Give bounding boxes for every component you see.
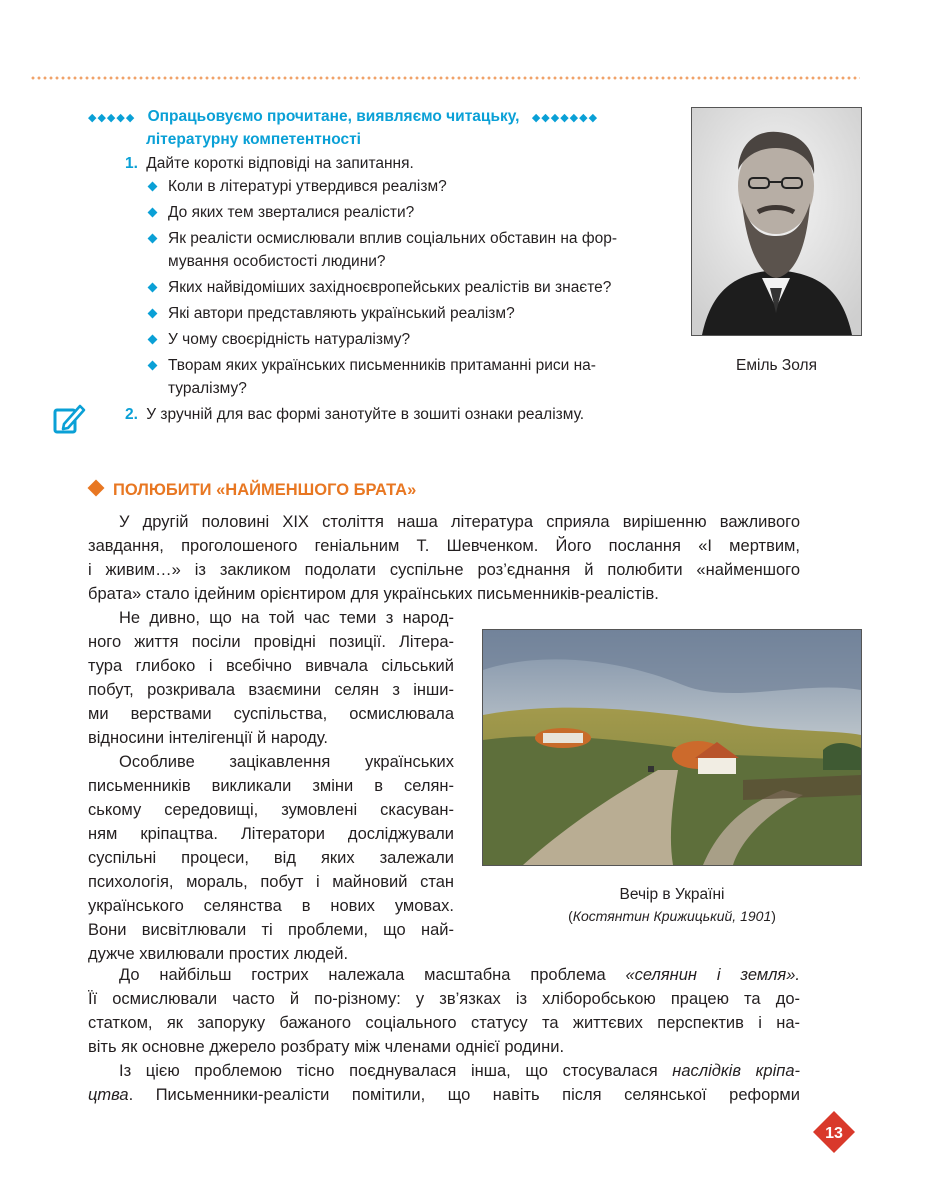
text-line: Із цією проблемою тісно поєднувалася інша, що стосувалася наслідків кріпа- <box>119 1062 800 1080</box>
dotted-divider <box>30 76 860 80</box>
text-line: брата» стало ідейним орієнтиром для українських письменників-реалістів. <box>88 585 659 603</box>
list-item: Які автори представляють український реалізм? <box>168 305 515 322</box>
list-item: мування особистості людини? <box>168 253 386 270</box>
subsection-heading-text: ПОЛЮБИТИ «НАЙМЕНШОГО БРАТА» <box>113 481 417 499</box>
list-item: Творам яких українських письменників притаманні риси на- <box>168 357 596 374</box>
diamond-bullet-icon <box>147 282 159 294</box>
question-2 <box>125 403 584 426</box>
text-line: психологія, мораль, побут і майновий стан <box>88 873 454 891</box>
diamond-bullet-icon <box>147 207 159 219</box>
text-line: Особливе зацікавлення українських <box>119 753 454 771</box>
list-item: Коли в літературі утвердився реалізм? <box>168 178 447 195</box>
text-line: ми верствами суспільства, осмислювала <box>88 705 454 723</box>
section-heading <box>88 106 668 150</box>
text-line: ного життя посіли провідні позиції. Літера- <box>88 633 454 651</box>
text-line: українського селянства в нових умовах. <box>88 897 454 915</box>
text-line: Не дивно, що на той час теми з народ- <box>119 609 454 627</box>
list-item: До яких тем зверталися реалісти? <box>168 204 415 221</box>
text-line: віть як основне джерело розбрату між членами однієї родини. <box>88 1038 565 1056</box>
diamond-marker-icon <box>88 480 105 497</box>
painting-author: Костянтин Крижицький, 1901 <box>572 908 772 924</box>
section-heading-line1: Опрацьовуємо прочитане, виявляємо читацьку, <box>147 108 520 125</box>
list-item: У чому своєрідність натуралізму? <box>168 331 411 348</box>
text-line: цтва. Письменники-реалісти помітили, що навіть після селянської реформи <box>88 1086 800 1104</box>
edit-note-icon <box>52 402 86 436</box>
painting-image <box>482 629 862 866</box>
text-line: дужче хвилювали простих людей. <box>88 945 349 963</box>
text-line: статком, як запоруку бажаного соціального статусу та життєвих перспектив і на- <box>88 1014 800 1032</box>
diamond-bullet-icon <box>147 233 159 245</box>
text-line: ням кріпацтва. Літератори досліджували <box>88 825 454 843</box>
photo-caption: Еміль Золя <box>736 357 817 374</box>
question-text: У зручній для вас формі занотуйте в зошиті ознаки реалізму. <box>146 406 585 423</box>
list-item: Яких найвідоміших західноєвропейських реалістів ви знаєте? <box>168 279 612 296</box>
emphasis-text: «селянин і земля». <box>625 966 801 984</box>
diamond-bullet-icon <box>147 360 159 372</box>
decorative-dots-right: ◆◆◆◆◆◆◆ <box>531 112 599 124</box>
question-number: 1. <box>125 155 138 172</box>
text-line: Вони висвітлювали ті проблеми, що най- <box>88 921 454 939</box>
list-item: Як реалісти осмислювали вплив соціальних обставин на фор- <box>168 230 618 247</box>
emphasis-text: цтва <box>88 1086 129 1104</box>
text-line: тура глибоко і всебічно вивчала сільський <box>88 657 454 675</box>
question-text: Дайте короткі відповіді на запитання. <box>146 155 414 172</box>
portrait-photo <box>691 107 862 336</box>
text-line: письменників викликали зміни в селян- <box>88 777 454 795</box>
painting-caption-title: Вечір в Україні <box>619 886 725 903</box>
text-line: завдання, проголошеного геніальним Т. Шевченком. Його послання «І мертвим, <box>88 537 800 555</box>
diamond-bullet-icon <box>147 308 159 320</box>
question-1 <box>125 152 414 175</box>
section-heading-line2: літературну компетентності <box>146 131 361 148</box>
diamond-bullet-icon <box>147 181 159 193</box>
text-line: До найбільш гострих належала масштабна проблема «селянин і земля». <box>119 966 801 984</box>
text-line: У другій половині XIX століття наша література сприяла вирішенню важливого <box>119 513 800 531</box>
emphasis-text: наслідків кріпа- <box>672 1062 800 1080</box>
page-number: 13 <box>825 1125 843 1142</box>
text-line: Її осмислювали часто й по-різному: у зв’язках із хліборобською працею та до- <box>88 990 800 1008</box>
page-number-badge <box>812 1110 856 1154</box>
text-line: і живим…» із закликом подолати суспільне роз’єднання й полюбити «найменшого <box>88 561 800 579</box>
text-line: відносини інтелігенції й народу. <box>88 729 328 747</box>
question-number: 2. <box>125 406 138 423</box>
text-line: суспільні процеси, від яких залежали <box>88 849 454 867</box>
painting-caption-author: (Костянтин Крижицький, 1901) <box>568 908 776 924</box>
text-line: ському середовищі, зумовлені скасуван- <box>88 801 454 819</box>
diamond-bullet-icon <box>147 334 159 346</box>
list-item: туралізму? <box>168 380 247 397</box>
text-line: побут, розкривала взаємини селян з інши- <box>88 681 454 699</box>
decorative-dots-left: ◆◆◆◆◆ <box>88 112 136 124</box>
subsection-heading <box>90 481 416 500</box>
